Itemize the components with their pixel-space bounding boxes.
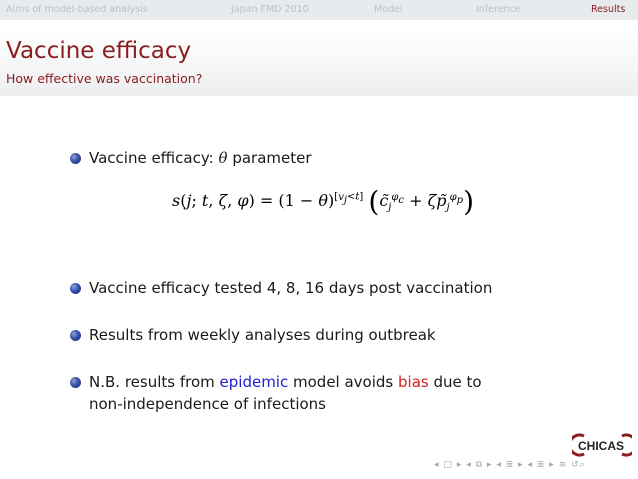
slide-subtitle: How effective was vaccination? — [6, 71, 203, 86]
bullet-vaccine-efficacy — [89, 147, 312, 169]
nav-item-inference[interactable]: Inference — [476, 4, 521, 15]
nav-item-results[interactable]: Results — [591, 4, 626, 15]
bullet-text-line2: non-independence of infections — [89, 395, 326, 413]
bullet-text: model avoids — [293, 373, 394, 391]
bullet-icon — [70, 377, 81, 388]
section-prev-icon[interactable]: ⧉ — [475, 460, 484, 470]
bullet-icon — [70, 153, 81, 164]
subsection-prev-icon[interactable]: ◂ ≣ ▸ — [496, 460, 524, 470]
logo-text: CHICAS — [578, 439, 625, 453]
survival-formula: s(j; t, ζ, φ) = (1 − θ)[vj<t] ($c̃_j^{\varphi_c}$ + $\zeta p̃_j^{\varphi_p}$) — [172, 185, 474, 218]
theta-symbol: θ — [218, 149, 228, 167]
navigation-bar — [0, 0, 638, 20]
epidemic-link[interactable]: epidemic — [219, 373, 289, 391]
arrow-right-icon[interactable]: ▸ — [456, 460, 463, 470]
frame-prev-icon[interactable]: □ — [443, 460, 453, 470]
beamer-controls — [434, 460, 586, 470]
section-next-icon[interactable]: ▸ — [486, 460, 493, 470]
bullet-weekly-analyses: Results from weekly analyses during outbreak — [89, 326, 436, 344]
bullet-nb-results — [89, 371, 482, 415]
search-icon[interactable]: ↺⌕ — [571, 460, 586, 470]
align-icon[interactable]: ≡ — [558, 460, 568, 470]
bullet-text: Vaccine efficacy: — [89, 149, 214, 167]
arrow-left-icon[interactable]: ◂ — [434, 460, 440, 470]
bullet-text: due to — [433, 373, 482, 391]
bullet-icon — [70, 283, 81, 294]
bullet-text: N.B. results from — [89, 373, 215, 391]
nav-item-model[interactable]: Model — [374, 4, 403, 15]
bullet-icon — [70, 330, 81, 341]
nav-item-japan-fmd[interactable]: Japan FMD 2010 — [231, 4, 309, 15]
chicas-logo — [572, 432, 632, 458]
bullet-text: parameter — [232, 149, 312, 167]
bias-link[interactable]: bias — [398, 373, 429, 391]
subsection-next-icon[interactable]: ◂ ≣ ▸ — [527, 460, 555, 470]
frame-next-icon[interactable]: ◂ — [466, 460, 472, 470]
nav-item-aims[interactable]: Aims of model-based analysis — [6, 4, 148, 15]
bullet-days-tested: Vaccine efficacy tested 4, 8, 16 days post vaccination — [89, 279, 493, 297]
slide-title: Vaccine efficacy — [6, 38, 192, 64]
